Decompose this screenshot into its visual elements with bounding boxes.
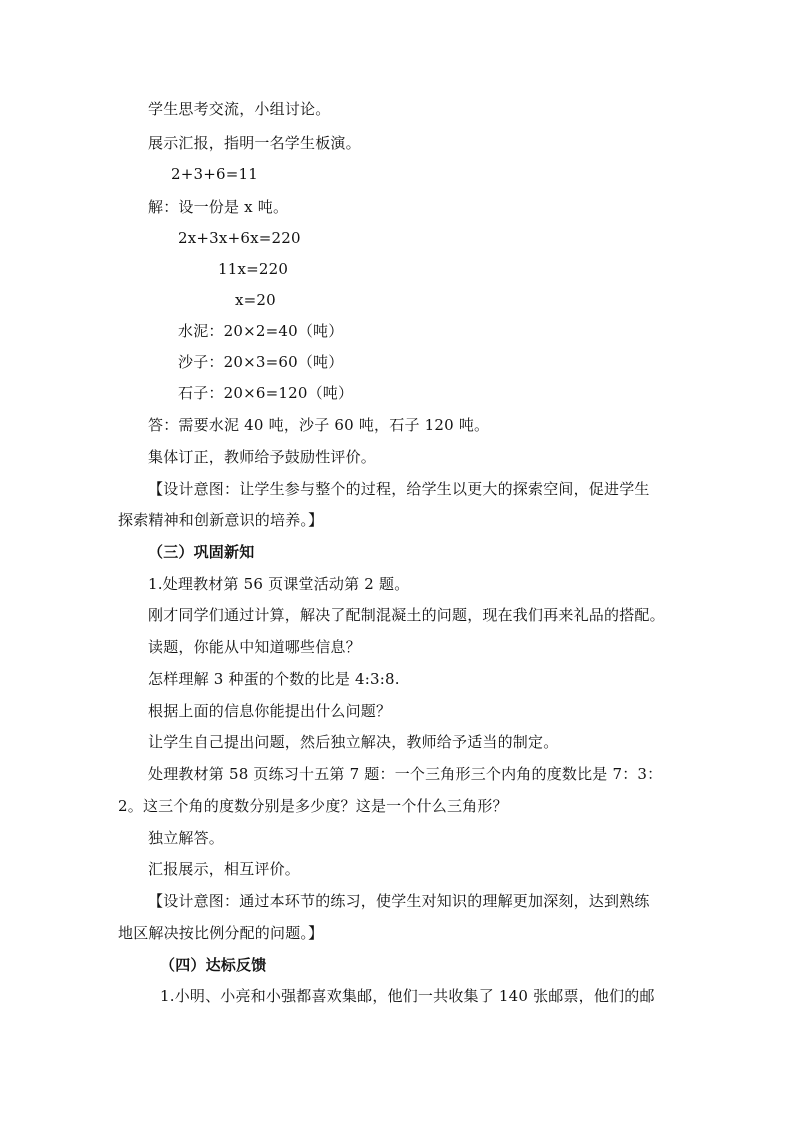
design-intent-line: 【设计意图：通过本环节的练习，使学生对知识的理解更加深刻，达到熟练 xyxy=(148,892,650,910)
text-line: 答：需要水泥 40 吨，沙子 60 吨，石子 120 吨。 xyxy=(148,416,490,434)
text-line: 展示汇报，指明一名学生板演。 xyxy=(148,134,361,152)
text-line: 集体订正，教师给予鼓励性评价。 xyxy=(148,448,377,466)
equation-line: 2x+3x+6x=220 xyxy=(178,229,301,247)
section-heading: （四）达标反馈 xyxy=(160,956,267,974)
text-line: 让学生自己提出问题，然后独立解决，教师给予适当的制定。 xyxy=(148,733,559,751)
text-line: 1.处理教材第 56 页课堂活动第 2 题。 xyxy=(148,575,410,593)
text-line: 汇报展示，相互评价。 xyxy=(148,860,301,878)
text-line: 怎样理解 3 种蛋的个数的比是 4:3:8. xyxy=(148,670,400,688)
equation-line: 2+3+6=11 xyxy=(171,165,259,183)
text-line: 根据上面的信息你能提出什么问题？ xyxy=(148,702,392,720)
text-line: 学生思考交流，小组讨论。 xyxy=(148,100,331,118)
text-line: 解：设一份是 x 吨。 xyxy=(148,198,289,216)
design-intent-line: 地区解决按比例分配的问题。】 xyxy=(118,924,324,942)
text-line: 石子：20×6=120（吨） xyxy=(178,384,354,402)
text-line: 2。这三个角的度数分别是多少度？这是一个什么三角形？ xyxy=(118,797,508,815)
text-line: 处理教材第 58 页练习十五第 7 题：一个三角形三个内角的度数比是 7：3： xyxy=(148,765,663,783)
equation-line: x=20 xyxy=(235,291,276,309)
text-line: 刚才同学们通过计算，解决了配制混凝土的问题，现在我们再来礼品的搭配。 xyxy=(148,606,665,624)
section-heading: （三）巩固新知 xyxy=(148,543,255,561)
text-line: 1.小明、小亮和小强都喜欢集邮，他们一共收集了 140 张邮票，他们的邮 xyxy=(160,987,655,1005)
text-line: 沙子：20×3=60（吨） xyxy=(178,353,344,371)
text-line: 水泥：20×2=40（吨） xyxy=(178,322,344,340)
text-line: 读题，你能从中知道哪些信息？ xyxy=(148,638,361,656)
text-line: 独立解答。 xyxy=(148,829,225,847)
design-intent-line: 探索精神和创新意识的培养。】 xyxy=(118,511,324,529)
design-intent-line: 【设计意图：让学生参与整个的过程，给学生以更大的探索空间，促进学生 xyxy=(148,480,650,498)
equation-line: 11x=220 xyxy=(218,260,289,278)
